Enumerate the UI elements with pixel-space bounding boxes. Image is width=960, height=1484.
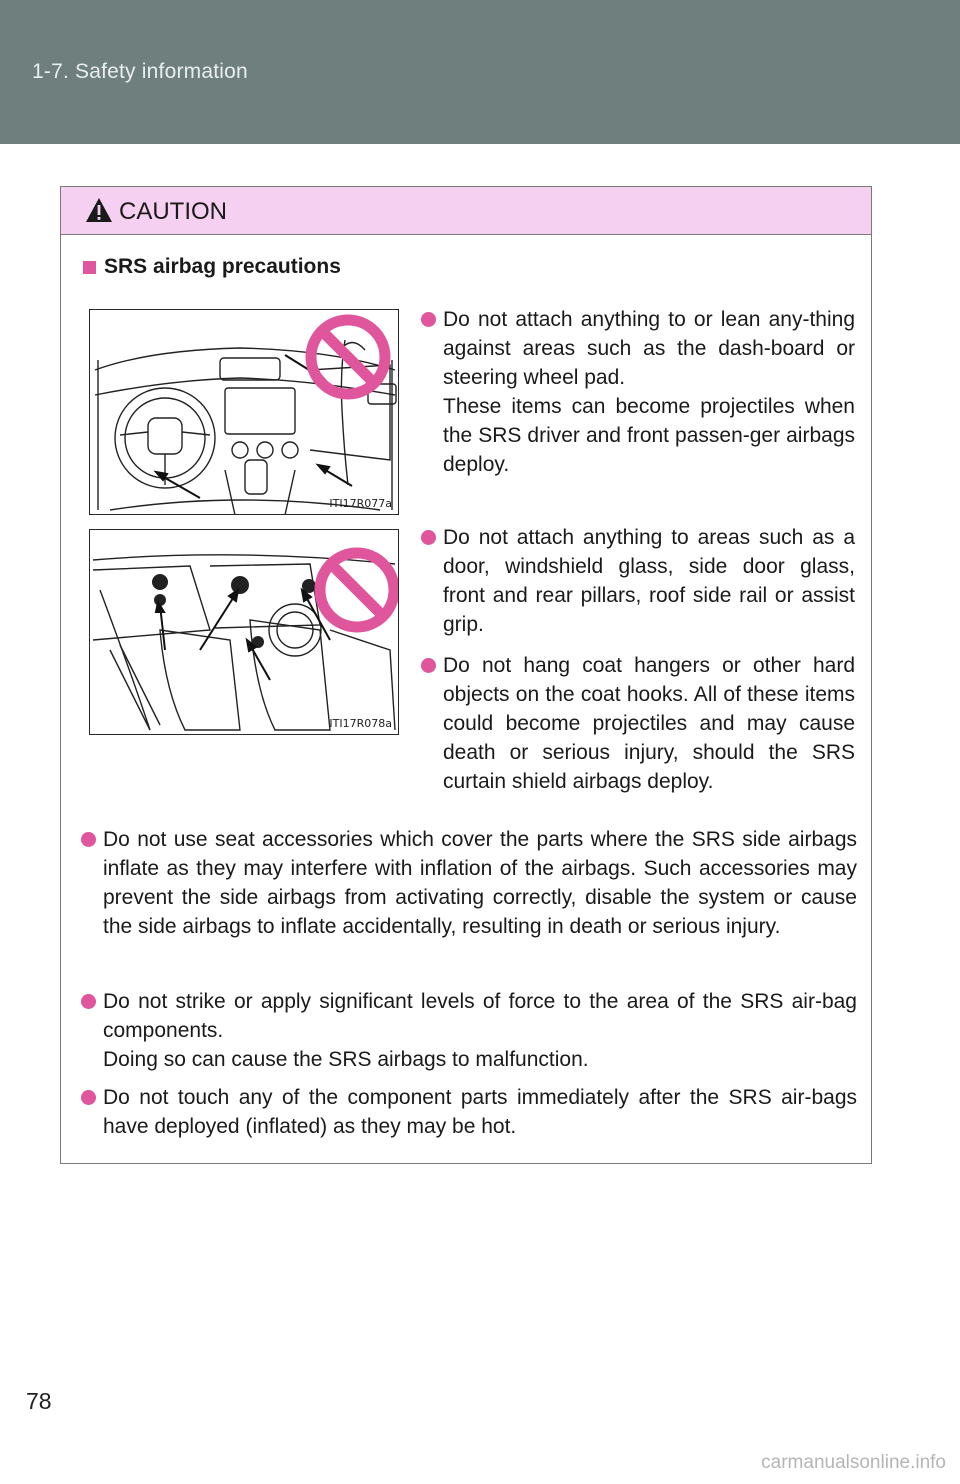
watermark: carmanualsonline.info	[761, 1452, 946, 1473]
list-item-text: Doing so can cause the SRS airbags to malfunction.	[103, 1048, 589, 1071]
warning-triangle-icon	[85, 197, 113, 223]
interior-drawing	[90, 530, 399, 735]
bullet-dot-icon	[421, 312, 436, 327]
interior-illustration	[89, 529, 399, 735]
bullet-dot-icon	[81, 832, 96, 847]
list-item-text: These items can become projectiles when the SRS driver and front passen-ger airbags deploy.	[443, 395, 855, 476]
list-item	[81, 1083, 857, 1141]
list-item-text: Do not attach anything to or lean any-thing against areas such as the dash-board or steering wheel pad.	[443, 308, 855, 389]
page-header	[0, 0, 960, 144]
bullet-dot-icon	[421, 658, 436, 673]
page-number: 78	[26, 1388, 52, 1414]
list-item	[421, 305, 855, 479]
figure-code: ITI17R077a	[329, 497, 392, 510]
square-bullet-icon	[83, 261, 96, 274]
bullet-dot-icon	[81, 994, 96, 1009]
section-title	[83, 255, 341, 279]
section-title-text: SRS airbag precautions	[104, 255, 341, 278]
hanging-objects	[152, 574, 316, 648]
list-item	[81, 987, 857, 1074]
list-item-text: Do not use seat accessories which cover the parts where the SRS side airbags inflate as they may interfere with inflation of the airbags. Such accessories may prevent the side airbags from activating correctly, disable the system or cause the side airbags to inflate accidentally, resulting in death or serious injury.	[103, 828, 857, 938]
caution-title: CAUTION	[119, 198, 227, 225]
dashboard-illustration	[89, 309, 399, 515]
list-item-text: Do not strike or apply significant levels of force to the area of the SRS air-bag components.	[103, 990, 857, 1042]
caution-box	[60, 186, 872, 1164]
list-item	[421, 523, 855, 639]
bullet-dot-icon	[421, 530, 436, 545]
figure-code: ITI17R078a	[329, 717, 392, 730]
list-item	[81, 825, 857, 941]
bullet-dot-icon	[81, 1090, 96, 1105]
list-item	[421, 651, 855, 796]
list-item-text: Do not touch any of the component parts immediately after the SRS air-bags have deployed (inflated) as they may be hot.	[103, 1086, 857, 1138]
prohibition-sign-icon	[320, 553, 394, 627]
dashboard-drawing	[90, 310, 399, 515]
list-item-text: Do not attach anything to areas such as a door, windshield glass, side door glass, front and rear pillars, roof side rail or assist grip.	[443, 526, 855, 636]
list-item-text: Do not hang coat hangers or other hard objects on the coat hooks. All of these items could become projectiles and may cause death or serious injury, should the SRS curtain shield airbags deploy.	[443, 654, 855, 793]
section-heading: 1-7. Safety information	[32, 60, 248, 83]
caution-header	[61, 187, 871, 235]
prohibition-sign-icon	[311, 320, 385, 394]
